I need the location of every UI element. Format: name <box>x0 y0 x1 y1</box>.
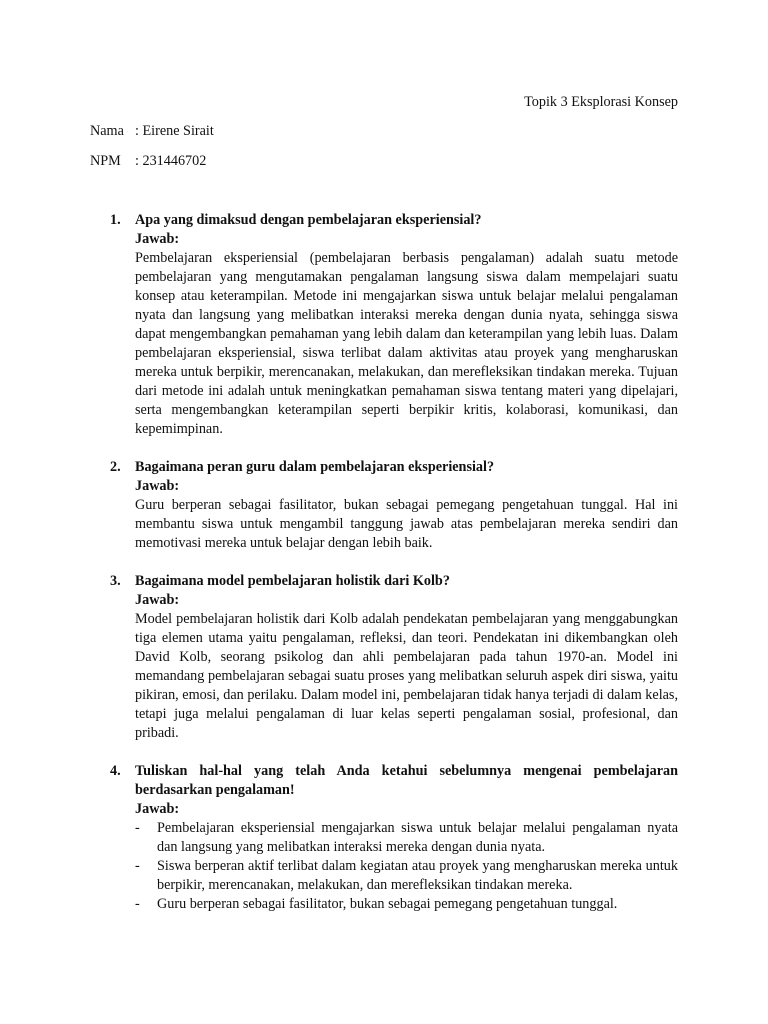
question-3 <box>90 572 678 743</box>
name-label: Nama <box>90 123 124 139</box>
list-item <box>135 895 678 914</box>
topic-heading: Topik 3 Eksplorasi Konsep <box>524 94 678 110</box>
answer-text: Pembelajaran eksperiensial (pembelajaran berbasis pengalaman) adalah suatu metode pembelajaran yang mengutamakan pengalaman langsung siswa dalam mempelajari suatu konsep atau keterampilan. Metode ini mengajarkan siswa untuk belajar melalui pengalaman nyata dan langsung yang melibatkan interaksi mereka dengan dunia nyata, sehingga siswa dapat mengembangkan pemahaman yang lebih dalam dan keterampilan yang lebih luas. Dalam pembelajaran eksperiensial, siswa terlibat dalam aktivitas atau proyek yang mengharuskan mereka untuk berpikir, merencanakan, melakukan, dan merefleksikan tindakan mereka. Tujuan dari metode ini adalah untuk meningkatkan pemahaman siswa tentang materi yang dipelajari, serta mengembangkan keterampilan seperti berpikir kritis, kolaborasi, komunikasi, dan kepemimpinan. <box>135 250 678 437</box>
bullet-text: Pembelajaran eksperiensial mengajarkan siswa untuk belajar melalui pengalaman nyata dan langsung yang melibatkan interaksi mereka dengan dunia nyata. <box>157 820 678 855</box>
bullet-text: Siswa berperan aktif terlibat dalam kegiatan atau proyek yang mengharuskan mereka untuk berpikir, merencanakan, melakukan, dan merefleksikan tindakan mereka. <box>157 858 678 893</box>
name-value: : Eirene Sirait <box>135 123 214 139</box>
question-title: Bagaimana model pembelajaran holistik dari Kolb? <box>135 573 450 589</box>
question-2 <box>90 458 678 553</box>
answer-label: Jawab: <box>135 592 180 608</box>
answer-label: Jawab: <box>135 801 180 817</box>
npm-value: : 231446702 <box>135 153 207 169</box>
bullet-dash: - <box>135 858 140 874</box>
list-item <box>135 857 678 895</box>
answer-bullet-list <box>135 819 678 914</box>
question-list <box>90 211 678 933</box>
name-row <box>90 122 214 141</box>
answer-label: Jawab: <box>135 231 180 247</box>
question-title: Bagaimana peran guru dalam pembelajaran eksperiensial? <box>135 459 495 475</box>
question-number: 1. <box>110 212 121 228</box>
answer-text: Guru berperan sebagai fasilitator, bukan sebagai pemegang pengetahuan tunggal. Hal ini membantu siswa untuk mengambil tanggung jawab atas pembelajaran mereka sendiri dan memotivasi mereka untuk belajar dengan lebih baik. <box>135 497 678 551</box>
npm-label: NPM <box>90 153 121 169</box>
question-4 <box>90 762 678 914</box>
list-item <box>135 819 678 857</box>
question-1 <box>90 211 678 439</box>
question-title: Apa yang dimaksud dengan pembelajaran eksperiensial? <box>135 212 482 228</box>
bullet-text: Guru berperan sebagai fasilitator, bukan sebagai pemegang pengetahuan tunggal. <box>157 896 618 912</box>
bullet-dash: - <box>135 820 140 836</box>
bullet-dash: - <box>135 896 140 912</box>
question-number: 4. <box>110 763 121 779</box>
question-title: Tuliskan hal-hal yang telah Anda ketahui sebelumnya mengenai pembelajaran berdasarkan pengalaman! <box>135 763 678 798</box>
answer-text: Model pembelajaran holistik dari Kolb adalah pendekatan pembelajaran yang menggabungkan tiga elemen utama yaitu pengalaman, refleksi, dan teori. Pendekatan ini dikembangkan oleh David Kolb, seorang psikolog dan ahli pembelajaran pada tahun 1970-an. Model ini memandang pembelajaran sebagai suatu proses yang melibatkan seluruh aspek diri siswa, yaitu pikiran, emosi, dan perilaku. Dalam model ini, pembelajaran tidak hanya terjadi di dalam kelas, tetapi juga melalui pengalaman di luar kelas seperti pengalaman sosial, profesional, dan pribadi. <box>135 611 678 741</box>
question-number: 2. <box>110 459 121 475</box>
question-number: 3. <box>110 573 121 589</box>
npm-row <box>90 152 206 171</box>
answer-label: Jawab: <box>135 478 180 494</box>
